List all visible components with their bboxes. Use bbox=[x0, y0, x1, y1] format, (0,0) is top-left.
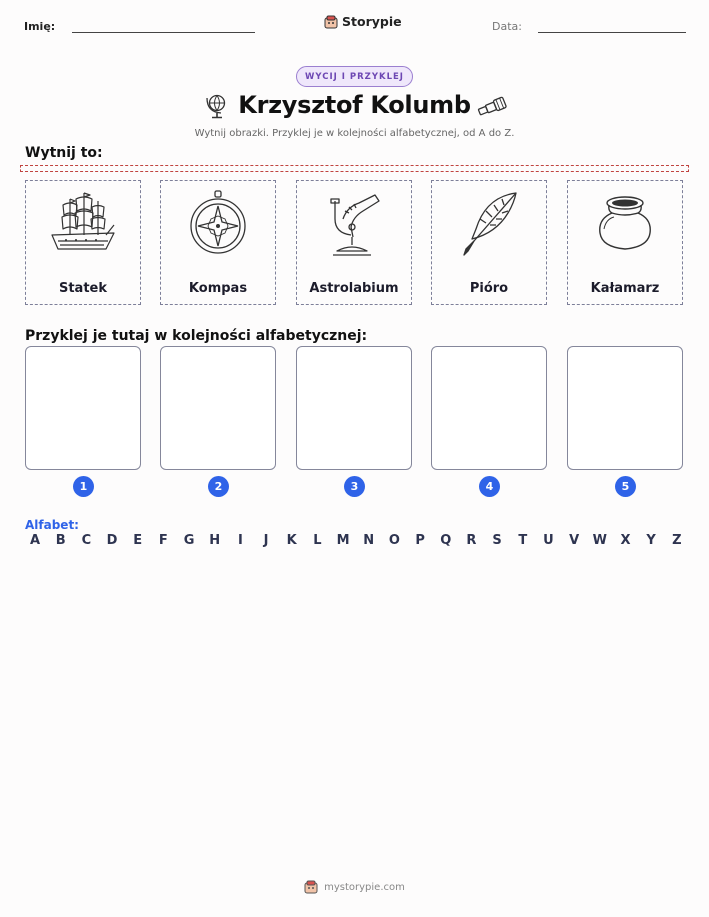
paste-slot-4[interactable] bbox=[431, 346, 547, 470]
name-label: Imię: bbox=[24, 20, 56, 33]
alphabet-letter: Z bbox=[672, 533, 682, 548]
alphabet-letter: F bbox=[158, 533, 168, 548]
cut-card-kompas[interactable] bbox=[160, 180, 276, 305]
alphabet-letter: B bbox=[55, 533, 66, 548]
paste-slot-5[interactable] bbox=[567, 346, 683, 470]
astrolabe-icon bbox=[321, 189, 387, 259]
compass-icon bbox=[185, 189, 251, 259]
name-line[interactable] bbox=[72, 32, 255, 33]
date-label: Data: bbox=[492, 20, 522, 33]
paste-slot-3[interactable] bbox=[296, 346, 412, 470]
alphabet-letter: M bbox=[336, 533, 350, 548]
cut-line bbox=[20, 165, 689, 172]
alphabet-letter: K bbox=[286, 533, 297, 548]
inkwell-icon bbox=[592, 189, 658, 259]
alphabet-letter: G bbox=[183, 533, 195, 548]
alphabet-letter: I bbox=[237, 533, 243, 548]
card-label: Kompas bbox=[188, 281, 248, 296]
footer bbox=[0, 880, 709, 894]
cut-card-astrolabium[interactable] bbox=[296, 180, 412, 305]
brand-name: Storypie bbox=[342, 14, 402, 29]
spyglass-icon bbox=[476, 96, 508, 116]
alphabet-letter: Y bbox=[646, 533, 656, 548]
alphabet-letter: O bbox=[388, 533, 400, 548]
alphabet-letter: Q bbox=[440, 533, 452, 548]
storypie-logo bbox=[324, 14, 402, 29]
paste-slot-1[interactable] bbox=[25, 346, 141, 470]
alphabet-letter: X bbox=[620, 533, 631, 548]
alphabet-letter: V bbox=[569, 533, 580, 548]
ship-icon bbox=[50, 189, 116, 259]
slot-number-4: 4 bbox=[479, 476, 500, 497]
footer-url[interactable]: mystorypie.com bbox=[324, 881, 405, 893]
alphabet-row bbox=[27, 533, 685, 548]
cut-heading: Wytnij to: bbox=[25, 145, 103, 161]
slot-number-3: 3 bbox=[344, 476, 365, 497]
card-label: Kałamarz bbox=[590, 281, 660, 296]
alphabet-letter: H bbox=[209, 533, 221, 548]
card-label: Astrolabium bbox=[309, 281, 399, 296]
alphabet-letter: D bbox=[106, 533, 118, 548]
date-line[interactable] bbox=[538, 32, 686, 33]
alphabet-letter: L bbox=[313, 533, 322, 548]
instructions: Wytnij obrazki. Przyklej je w kolejności alfabetycznej, od A do Z. bbox=[194, 128, 515, 139]
alphabet-letter: S bbox=[492, 533, 502, 548]
paste-slot-2[interactable] bbox=[160, 346, 276, 470]
alphabet-letter: E bbox=[133, 533, 143, 548]
slot-number-2: 2 bbox=[208, 476, 229, 497]
page-title: Krzysztof Kolumb bbox=[238, 91, 471, 119]
alphabet-letter: U bbox=[543, 533, 554, 548]
alphabet-letter: N bbox=[363, 533, 375, 548]
alphabet-heading: Alfabet: bbox=[25, 518, 79, 532]
paste-heading: Przyklej je tutaj w kolejności alfabetycznej: bbox=[25, 328, 368, 344]
alphabet-letter: P bbox=[415, 533, 425, 548]
alphabet-letter: A bbox=[29, 533, 41, 548]
cut-card-kalamarz[interactable] bbox=[567, 180, 683, 305]
slot-number-1: 1 bbox=[73, 476, 94, 497]
alphabet-letter: W bbox=[592, 533, 607, 548]
activity-badge: WYCIJ I PRZYKLEJ bbox=[296, 66, 413, 87]
card-label: Statek bbox=[58, 281, 108, 296]
quill-icon bbox=[456, 189, 522, 259]
storypie-logo-icon bbox=[304, 880, 318, 894]
alphabet-letter: C bbox=[81, 533, 92, 548]
alphabet-letter: T bbox=[518, 533, 528, 548]
cut-card-statek[interactable] bbox=[25, 180, 141, 305]
alphabet-letter: J bbox=[263, 533, 269, 548]
card-label: Pióro bbox=[469, 281, 509, 296]
alphabet-letter: R bbox=[466, 533, 477, 548]
cut-card-pioro[interactable] bbox=[431, 180, 547, 305]
slot-number-5: 5 bbox=[615, 476, 636, 497]
storypie-logo-icon bbox=[324, 15, 338, 29]
